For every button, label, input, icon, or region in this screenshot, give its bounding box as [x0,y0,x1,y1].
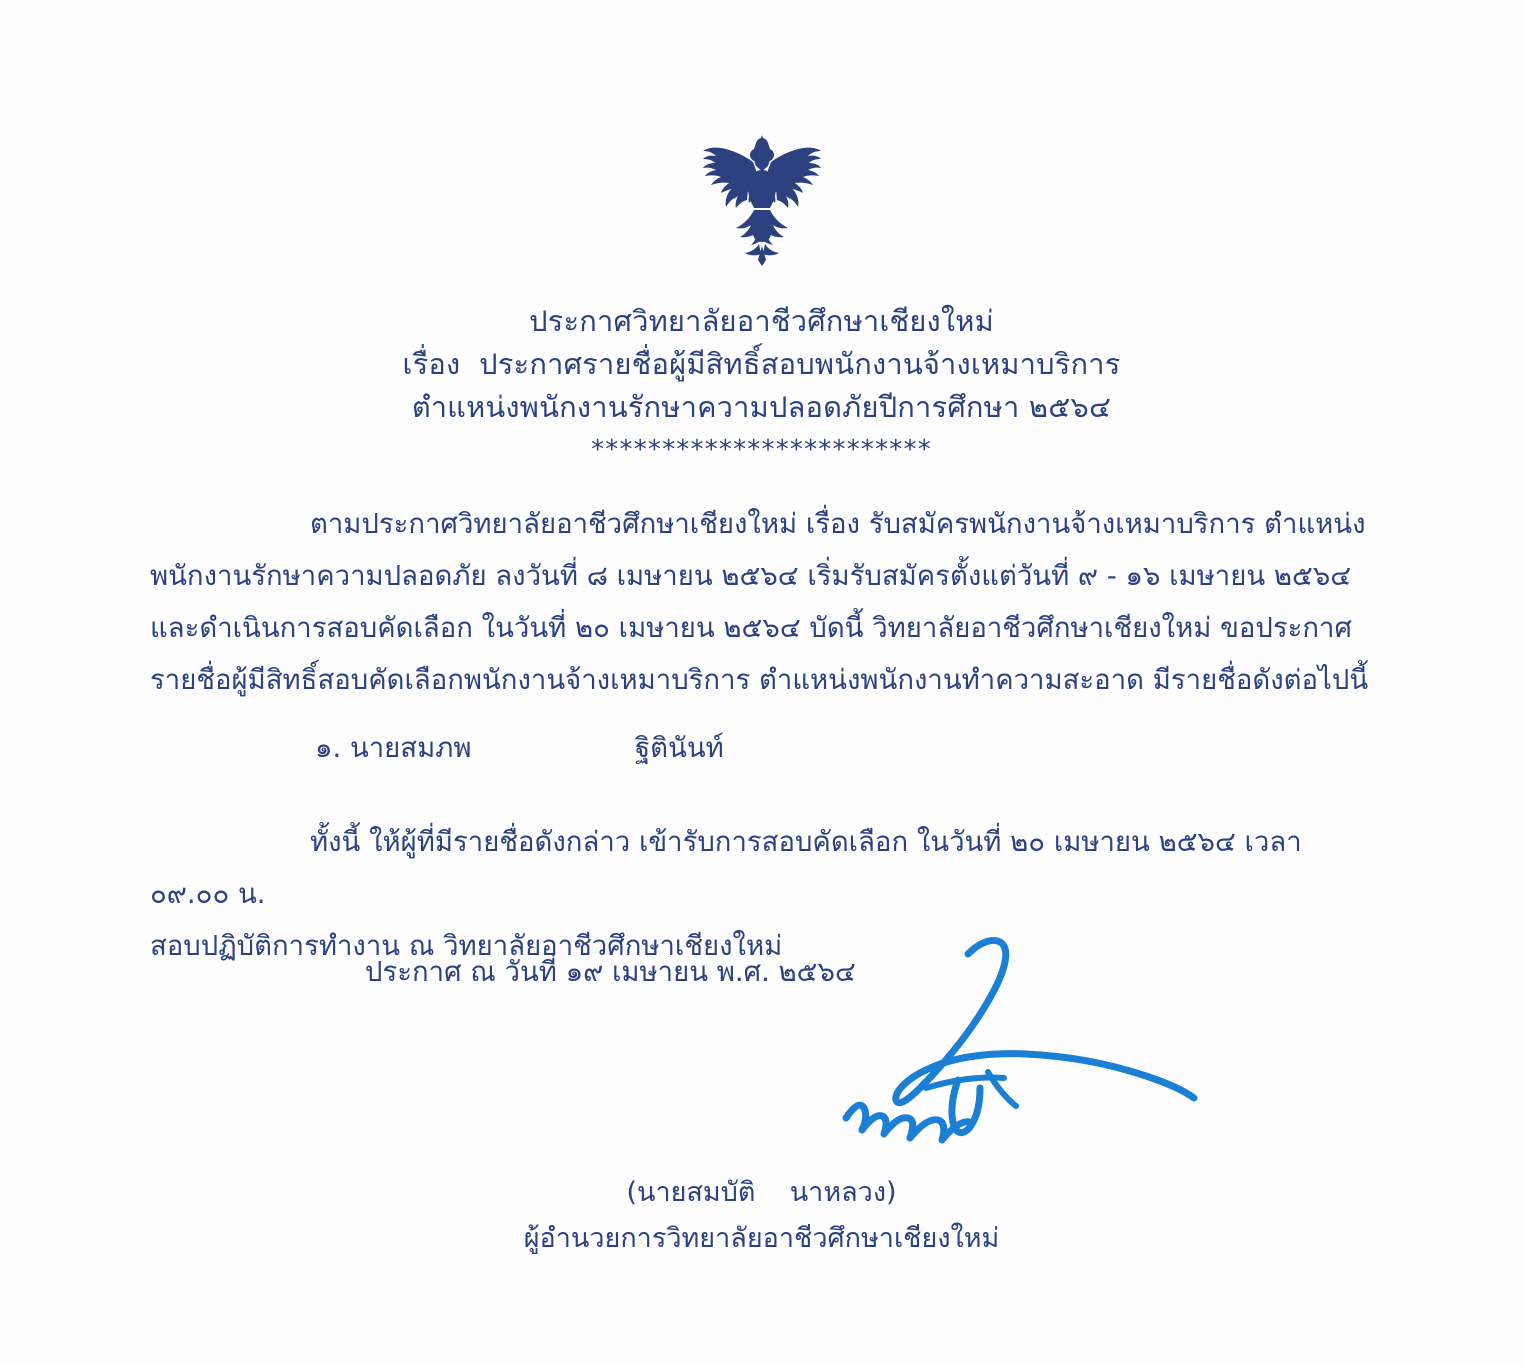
signature-container [800,930,1230,1160]
applicant-surname: ฐิตินันท์ [635,732,724,764]
paragraph-1-line-3: และดำเนินการสอบคัดเลือก ในวันที่ ๒๐ เมษายน ๒๕๖๔ บัดนี้ วิทยาลัยอาชีวศึกษาเชียงใหม่ ขอประกาศ [150,612,1352,644]
signer-block [0,1170,1523,1262]
paragraph-1-line-2: พนักงานรักษาความปลอดภัย ลงวันที่ ๘ เมษายน ๒๕๖๔ เริ่มรับสมัครตั้งแต่วันที่ ๙ - ๑๖ เมษายน ๒๕๖๔ [150,560,1352,592]
signer-name: (นายสมบัติ นาหลวง) [626,1177,897,1208]
heading-line-1: ประกาศวิทยาลัยอาชีวศึกษาเชียงใหม่ [529,304,994,338]
paragraph-2-line-2: สอบปฏิบัติการทำงาน ณ วิทยาลัยอาชีวศึกษาเชียงใหม่ [150,930,783,962]
paragraph-1-line-1 [150,498,1380,550]
applicant-number-and-name: ๑. นายสมภพ [315,732,472,764]
handwritten-signature-icon [800,930,1230,1160]
signer-title: ผู้อำนวยการวิทยาลัยอาชีวศึกษาเชียงใหม่ [523,1223,1000,1254]
applicant-list-item [150,722,1380,774]
paragraph-1 [150,498,1380,706]
document-body [150,498,1380,972]
emblem-container [0,132,1523,272]
announcement-date: ประกาศ ณ วันที่ ๑๙ เมษายน พ.ศ. ๒๕๖๔ [365,956,856,988]
paragraph-1-line-1-text: ตามประกาศวิทยาลัยอาชีวศึกษาเชียงใหม่ เรื่อง รับสมัครพนักงานจ้างเหมาบริการ ตำแหน่ง [310,508,1366,540]
heading-line-2: เรื่อง ประกาศรายชื่อผู้มีสิทธิ์สอบพนักงานจ้างเหมาบริการ [402,347,1121,381]
garuda-emblem-icon [687,132,837,272]
heading-line-3: ตำแหน่งพนักงานรักษาความปลอดภัยปีการศึกษา ๒๕๖๔ [411,390,1112,424]
paragraph-2-line-1-text: ทั้งนี้ ให้ผู้ที่มีรายชื่อดังกล่าว เข้ารับการสอบคัดเลือก ในวันที่ ๒๐ เมษายน ๒๕๖๔ เวลา ๐๙.๐๐ น. [150,826,1302,910]
paragraph-1-line-4: รายชื่อผู้มีสิทธิ์สอบคัดเลือกพนักงานจ้างเหมาบริการ ตำแหน่งพนักงานทำความสะอาด มีรายชื่อดังต่อไปนี้ [150,664,1369,696]
heading-separator: ************************ [591,435,932,465]
document-heading [0,300,1523,465]
paragraph-2-line-1 [150,816,1380,920]
